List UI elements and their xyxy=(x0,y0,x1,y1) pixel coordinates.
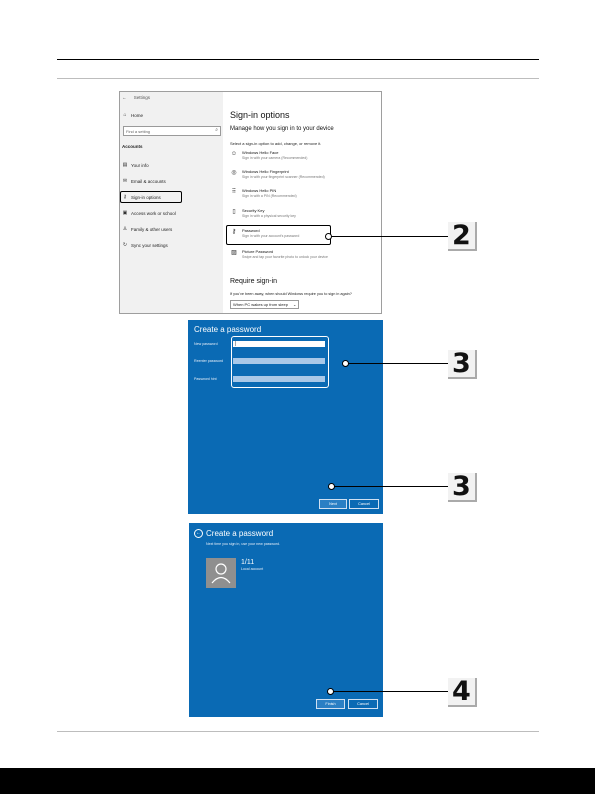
callout-line xyxy=(331,486,448,487)
settings-sidebar xyxy=(120,92,223,313)
callout-line xyxy=(345,363,448,364)
require-signin-title: Require sign-in xyxy=(230,278,278,285)
dialog-message: Next time you sign in, use your new password. xyxy=(206,542,281,546)
sidebar-item-email[interactable] xyxy=(122,178,166,184)
dialog-title: Create a password xyxy=(194,325,262,334)
bottom-bar xyxy=(0,768,595,794)
search-input[interactable] xyxy=(123,126,221,136)
step-number: 2 xyxy=(448,222,477,251)
step-number: 3 xyxy=(448,350,477,379)
window-title: Settings xyxy=(133,95,151,100)
pin-keypad-icon: ⠿ xyxy=(231,189,237,195)
sidebar-item-label: Access work or school xyxy=(131,210,176,216)
require-signin-dropdown[interactable] xyxy=(230,300,299,309)
option-hello-fingerprint[interactable]: ◎ Windows Hello Fingerprint Sign in with your fingerprint scanner (Recommended) xyxy=(231,169,325,179)
header-rule xyxy=(57,59,539,60)
sidebar-item-label: Home xyxy=(131,112,144,118)
settings-main xyxy=(230,92,380,313)
back-arrow-icon[interactable]: ← xyxy=(196,530,201,536)
sync-icon: ↻ xyxy=(122,242,128,248)
callout-line xyxy=(328,236,448,237)
option-picture-password[interactable]: ▨ Picture Password Swipe and tap your favorite photo to unlock your device xyxy=(231,249,328,259)
fingerprint-icon: ◎ xyxy=(231,170,237,176)
password-hint-field[interactable] xyxy=(233,376,325,382)
usb-key-icon: ▯ xyxy=(232,209,236,215)
require-signin-question: If you've been away, when should Windows require you to sign in again? xyxy=(230,292,352,296)
sidebar-item-label: Your info xyxy=(131,162,149,168)
briefcase-icon: ▣ xyxy=(122,210,128,216)
new-password-label: New password xyxy=(194,342,218,346)
search-placeholder: Find a setting xyxy=(126,128,151,134)
sidebar-item-sign-in-options[interactable] xyxy=(122,194,161,200)
people-icon: ♙ xyxy=(122,226,128,232)
account-type: Local account xyxy=(241,567,264,571)
option-security-key[interactable]: ▯ Security Key Sign in with a physical security key xyxy=(230,209,296,218)
next-button[interactable]: Next xyxy=(319,499,347,509)
settings-window xyxy=(119,91,382,314)
callout-dot xyxy=(328,483,335,490)
cancel-button[interactable]: Cancel xyxy=(348,699,378,709)
cancel-button[interactable]: Cancel xyxy=(349,499,379,509)
header-subrule xyxy=(57,78,539,79)
picture-icon: ▨ xyxy=(231,250,237,256)
section-subtitle: Manage how you sign in to your device xyxy=(230,126,334,132)
callout-dot xyxy=(342,360,349,367)
create-password-dialog xyxy=(188,320,383,514)
sidebar-item-family[interactable] xyxy=(122,226,172,232)
intro-text: Select a sign-in option to add, change, or remove it. xyxy=(230,141,322,146)
user-name: 1/11 xyxy=(241,559,255,566)
section-title: Accounts xyxy=(122,144,143,149)
page-title: Sign-in options xyxy=(230,110,290,120)
step-number: 4 xyxy=(448,678,477,707)
callout-line xyxy=(330,691,448,692)
user-icon xyxy=(206,558,236,588)
sidebar-item-label: Family & other users xyxy=(131,226,173,232)
avatar xyxy=(206,558,236,588)
reenter-password-field[interactable] xyxy=(233,358,325,364)
dialog-title: Create a password xyxy=(206,529,274,538)
sidebar-item-label: Email & accounts xyxy=(131,178,166,184)
face-icon: ☺ xyxy=(230,151,238,157)
chevron-down-icon: ⌄ xyxy=(293,302,297,307)
sidebar-item-sync[interactable] xyxy=(122,242,168,248)
callout-dot xyxy=(327,688,334,695)
option-password[interactable]: ⚷ Password Sign in with your account's password xyxy=(231,228,300,238)
create-password-finish-dialog xyxy=(189,523,383,717)
mail-icon: ✉ xyxy=(122,178,128,184)
reenter-password-label: Reenter password xyxy=(194,359,224,363)
sidebar-item-your-info[interactable] xyxy=(122,162,149,168)
dropdown-value: When PC wakes up from sleep xyxy=(233,302,288,307)
key-icon: ⚷ xyxy=(123,194,127,200)
option-hello-pin[interactable]: ⠿ Windows Hello PIN Sign in with a PIN (Recommended) xyxy=(231,188,297,198)
home-icon: ⌂ xyxy=(123,112,127,118)
sidebar-item-home[interactable] xyxy=(122,112,143,118)
footer-rule xyxy=(57,731,539,732)
callout-dot xyxy=(325,233,332,240)
sidebar-item-work-school[interactable] xyxy=(122,210,176,216)
new-password-field[interactable]: | xyxy=(233,341,325,347)
step-number: 3 xyxy=(448,473,477,502)
user-card-icon: ▤ xyxy=(122,162,128,168)
finish-button[interactable]: Finish xyxy=(316,699,345,709)
back-arrow-icon[interactable]: ← xyxy=(122,95,127,100)
option-hello-face[interactable]: ☺ Windows Hello Face Sign in with your camera (Recommended) xyxy=(230,150,308,160)
sidebar-item-label: Sync your settings xyxy=(131,242,168,248)
search-icon: ⌕ xyxy=(215,127,218,133)
sidebar-item-label: Sign-in options xyxy=(131,194,161,200)
password-hint-label: Password hint xyxy=(194,377,217,381)
key-icon: ⚷ xyxy=(231,229,237,235)
